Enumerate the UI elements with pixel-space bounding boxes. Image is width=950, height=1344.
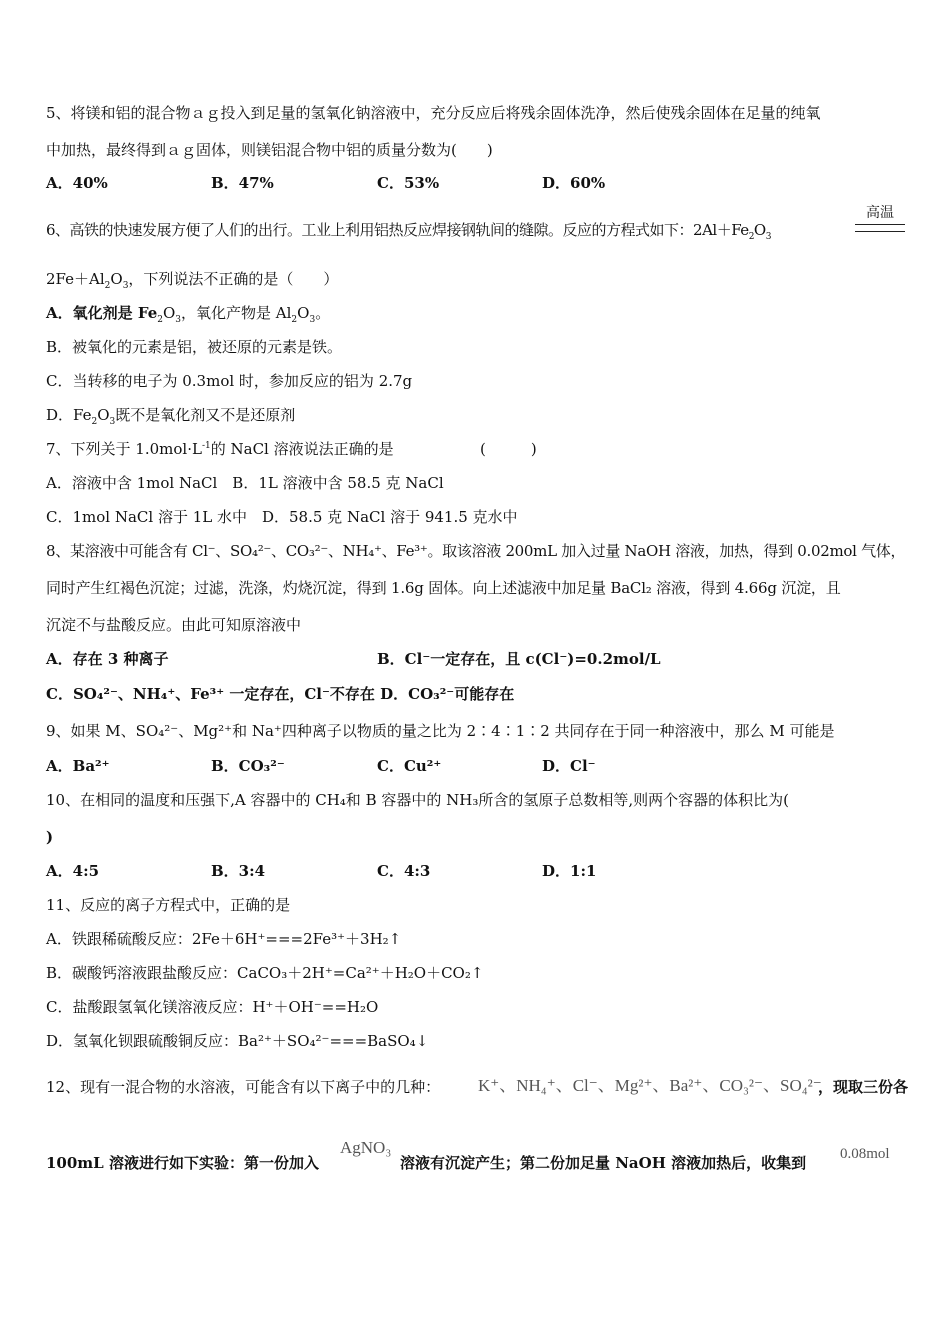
q5-line2: 中加热，最终得到ａｇ固体，则镁铝混合物中铝的质量分数为( ) (46, 141, 493, 159)
q6-option-a-text: A．氧化剂是 Fe (46, 304, 158, 322)
q7-answer-blank: ( ) (480, 440, 537, 458)
q8-option-a: A．存在 3 种离子 (46, 650, 169, 668)
q6-line2-question: ，下列说法不正确的是（ ） (128, 270, 339, 288)
q6-line1-text: 6、高铁的快速发展方便了人们的出行。工业上利用铝热反应焊接钢轨间的缝隙。反应的方程式如下：2Al＋Fe (46, 221, 749, 239)
q12-ion-list: K⁺、NH₄⁺、Cl⁻、Mg²⁺、Ba²⁺、CO₃²⁻、SO₄²⁻ (478, 1076, 822, 1095)
q7-options-cd: C．1mol NaCl 溶于 1L 水中 D．58.5 克 NaCl 溶于 941.5 克水中 (46, 508, 518, 526)
q6-option-b: B．被氧化的元素是铝，被还原的元素是铁。 (46, 338, 343, 356)
q9-line1: 9、如果 M、SO₄²⁻、Mg²⁺和 Na⁺四种离子以物质的量之比为 2∶4∶1∶2 共同存在于同一种溶液中，那么 M 可能是 (46, 722, 835, 740)
q7-line1-sup: -1 (201, 441, 211, 451)
q12-mol-amount: 0.08mol (840, 1146, 890, 1162)
q10-line2: ) (46, 828, 54, 846)
q12-agno3: AgNO₃ (340, 1138, 392, 1157)
q11-option-a: A．铁跟稀硫酸反应：2Fe＋6H⁺===2Fe³⁺＋3H₂↑ (46, 930, 402, 948)
q11-option-d: D．氢氧化钡跟硫酸铜反应：Ba²⁺＋SO₄²⁻===BaSO₄↓ (46, 1032, 429, 1050)
q10-option-d: D．1:1 (542, 862, 597, 880)
q11-line1: 11、反应的离子方程式中，正确的是 (46, 896, 291, 914)
q6-line2: $2Fe+Al_2O_3$，下列说法不正确的是（ ） (46, 270, 339, 291)
q7-options-ab: A．溶液中含 1mol NaCl B．1L 溶液中含 58.5 克 NaCl (46, 474, 444, 492)
q6-line1: 6、高铁的快速发展方便了人们的出行。工业上利用铝热反应焊接钢轨间的缝隙。反应的方程式如下：$2Al+Fe_2O_3$ (46, 221, 771, 242)
q6-option-a-o2: O (297, 304, 310, 322)
q6-option-c: C．当转移的电子为 0.3mol 时，参加反应的铝为 2.7g (46, 372, 413, 390)
q6-line2-oxygen: O (110, 270, 123, 288)
q6-line2-products: 2Fe＋Al (46, 270, 105, 288)
q5-option-c: C．53% (377, 174, 440, 192)
q5-option-d: D．60% (542, 174, 606, 192)
q10-option-a: A．4:5 (46, 862, 100, 880)
q7-line1 (46, 439, 394, 459)
q5-line1: 5、将镁和铝的混合物ａｇ投入到足量的氢氧化钠溶液中，充分反应后将残余固体洗净，然后使残余固体在足量的纯氧 (46, 104, 821, 122)
q11-option-c: C．盐酸跟氢氧化镁溶液反应：H⁺＋OH⁻==H₂O (46, 998, 379, 1016)
q5-option-b: B．47% (211, 174, 274, 192)
q10-line1: 10、在相同的温度和压强下,A 容器中的 CH₄和 B 容器中的 NH₃所含的氢原子总数相等,则两个容器的体积比为( (46, 791, 789, 809)
q6-option-d-end: 既不是氧化剂又不是还原剂 (115, 406, 296, 424)
q6-line1-oxygen: O (753, 221, 766, 239)
q9-option-d: D．Cl⁻ (542, 757, 596, 775)
q8-line1: 8、某溶液中可能含有 Cl⁻、SO₄²⁻、CO₃²⁻、NH₄⁺、Fe³⁺。取该溶液 200mL 加入过量 NaOH 溶液，加热，得到 0.02mol 气体， (46, 542, 906, 560)
q10-option-c: C．4:3 (377, 862, 431, 880)
q12-line1-text: 12、现有一混合物的水溶液，可能含有以下离子中的几种： (46, 1078, 441, 1096)
q6-option-a-end: 。 (315, 304, 331, 322)
q8-line2: 同时产生红褐色沉淀；过滤，洗涤，灼烧沉淀，得到 1.6g 固体。向上述滤液中加足量 BaCl₂ 溶液，得到 4.66g 沉淀，且 (46, 579, 841, 597)
reaction-equals-sign (855, 224, 905, 232)
q6-option-a: A．氧化剂是 $Fe_2O_3$，氧化产物是 $Al_2O_3$。 (46, 304, 331, 325)
q6-option-d: D．$Fe_2O_3$既不是氧化剂又不是还原剂 (46, 406, 296, 427)
q9-option-c: C．Cu²⁺ (377, 757, 442, 775)
q10-option-b: B．3:4 (211, 862, 266, 880)
q6-option-d-text: D．Fe (46, 406, 92, 424)
q12-line1-end: ，现取三份各 (818, 1078, 909, 1096)
q12-line2-text: 100mL 溶液进行如下实验：第一份加入 (46, 1154, 319, 1172)
q11-option-b: B．碳酸钙溶液跟盐酸反应：CaCO₃＋2H⁺=Ca²⁺＋H₂O＋CO₂↑ (46, 964, 484, 982)
q6-option-a-o1: O (162, 304, 176, 322)
q8-options-cd: C．SO₄²⁻、NH₄⁺、Fe³⁺ 一定存在，Cl⁻不存在 D．CO₃²⁻可能存在 (46, 685, 515, 703)
q9-option-a: A．Ba²⁺ (46, 757, 110, 775)
q12-line2-mid: 溶液有沉淀产生；第二份加足量 NaOH 溶液加热后，收集到 (400, 1154, 807, 1172)
q8-option-b: B．Cl⁻一定存在，且 c(Cl⁻)=0.2mol/L (377, 650, 661, 668)
q6-option-d-o: O (97, 406, 110, 424)
q5-option-a: A．40% (46, 174, 108, 192)
q8-line3: 沉淀不与盐酸反应。由此可知原溶液中 (46, 616, 302, 634)
q7-line1-text: 7、下列关于 1.0mol·L (46, 440, 202, 458)
reaction-condition: 高温 (866, 205, 894, 221)
q6-option-a-mid: ，氧化产物是 Al (181, 304, 292, 322)
q7-line1-mid: 的 NaCl 溶液说法正确的是 (210, 440, 394, 458)
q9-option-b: B．CO₃²⁻ (211, 757, 285, 775)
